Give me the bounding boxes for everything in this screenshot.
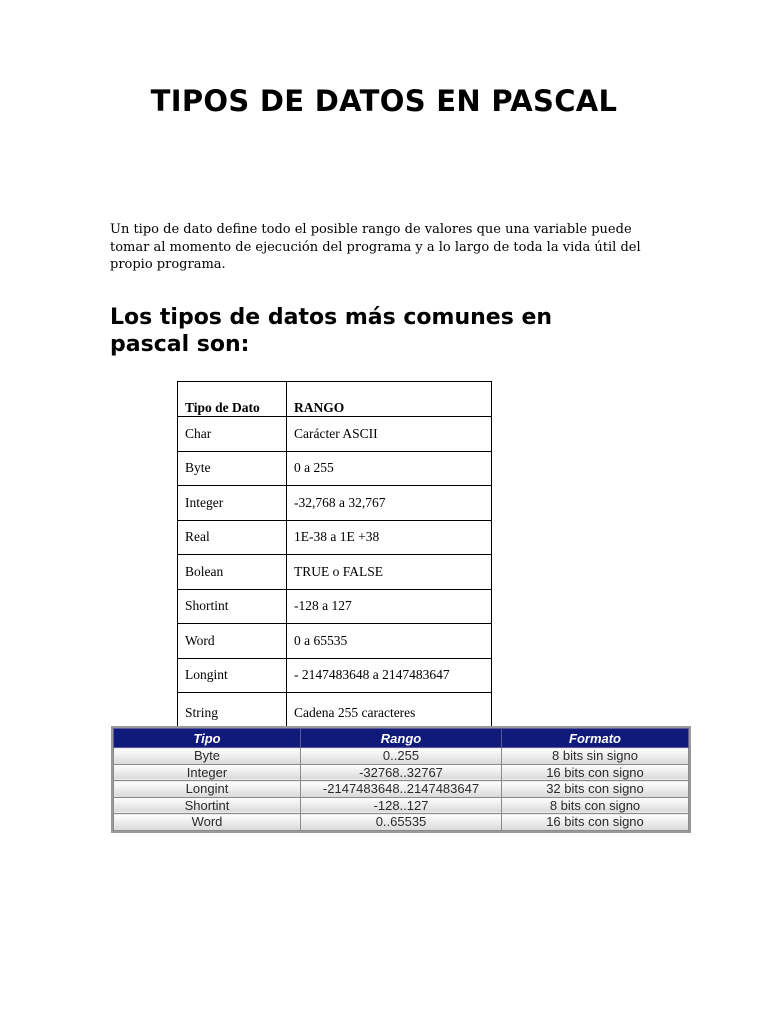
table-row (178, 589, 492, 624)
format-row (114, 764, 689, 781)
type-cell: Char (178, 417, 287, 452)
range-cell: 0 a 255 (287, 451, 492, 486)
section-heading: Los tipos de datos más comunes en pascal son: (110, 305, 553, 357)
format-header-formato: Formato (502, 729, 689, 748)
table-row (178, 520, 492, 555)
range-cell: - 2147483648 a 2147483647 (287, 658, 492, 693)
header-cell-range: RANGO (287, 382, 492, 417)
type-cell: Byte (178, 451, 287, 486)
table-row (178, 693, 492, 728)
type-cell: String (178, 693, 287, 728)
range-cell: 1E-38 a 1E +38 (287, 520, 492, 555)
format-formato-cell: 8 bits sin signo (502, 748, 689, 765)
type-cell: Bolean (178, 555, 287, 590)
range-cell: 0 a 65535 (287, 624, 492, 659)
format-row (114, 781, 689, 798)
range-cell: Carácter ASCII (287, 417, 492, 452)
format-header-tipo: Tipo (114, 729, 301, 748)
format-tipo-cell: Word (114, 814, 301, 831)
format-rango-cell: 0..65535 (301, 814, 502, 831)
format-row (114, 748, 689, 765)
format-table-image (111, 726, 691, 833)
type-cell: Shortint (178, 589, 287, 624)
format-formato-cell: 32 bits con signo (502, 781, 689, 798)
range-cell: -128 a 127 (287, 589, 492, 624)
format-row (114, 797, 689, 814)
format-formato-cell: 8 bits con signo (502, 797, 689, 814)
intro-paragraph: Un tipo de dato define todo el posible rango de valores que una variable puede tomar al momento de ejecución del programa y a lo largo de toda la vida útil del propio programa. (110, 222, 641, 272)
format-tipo-cell: Integer (114, 764, 301, 781)
format-tipo-cell: Shortint (114, 797, 301, 814)
table-row (178, 555, 492, 590)
format-tipo-cell: Longint (114, 781, 301, 798)
format-tipo-cell: Byte (114, 748, 301, 765)
table-row (178, 417, 492, 452)
format-rango-cell: -32768..32767 (301, 764, 502, 781)
format-header-row (114, 729, 689, 748)
format-formato-cell: 16 bits con signo (502, 764, 689, 781)
table-row (178, 658, 492, 693)
range-cell: Cadena 255 caracteres (287, 693, 492, 728)
type-cell: Word (178, 624, 287, 659)
format-formato-cell: 16 bits con signo (502, 814, 689, 831)
header-cell-type: Tipo de Dato (178, 382, 287, 417)
table-row (178, 451, 492, 486)
format-header-rango: Rango (301, 729, 502, 748)
format-rango-cell: -2147483648..2147483647 (301, 781, 502, 798)
format-row (114, 814, 689, 831)
format-rango-cell: -128..127 (301, 797, 502, 814)
table-row (178, 486, 492, 521)
data-types-table (177, 381, 492, 727)
range-cell: -32,768 a 32,767 (287, 486, 492, 521)
table-row (178, 624, 492, 659)
type-cell: Real (178, 520, 287, 555)
document-title: TIPOS DE DATOS EN PASCAL (150, 84, 618, 118)
type-cell: Longint (178, 658, 287, 693)
table-header-row (178, 382, 492, 417)
format-rango-cell: 0..255 (301, 748, 502, 765)
type-cell: Integer (178, 486, 287, 521)
range-cell: TRUE o FALSE (287, 555, 492, 590)
